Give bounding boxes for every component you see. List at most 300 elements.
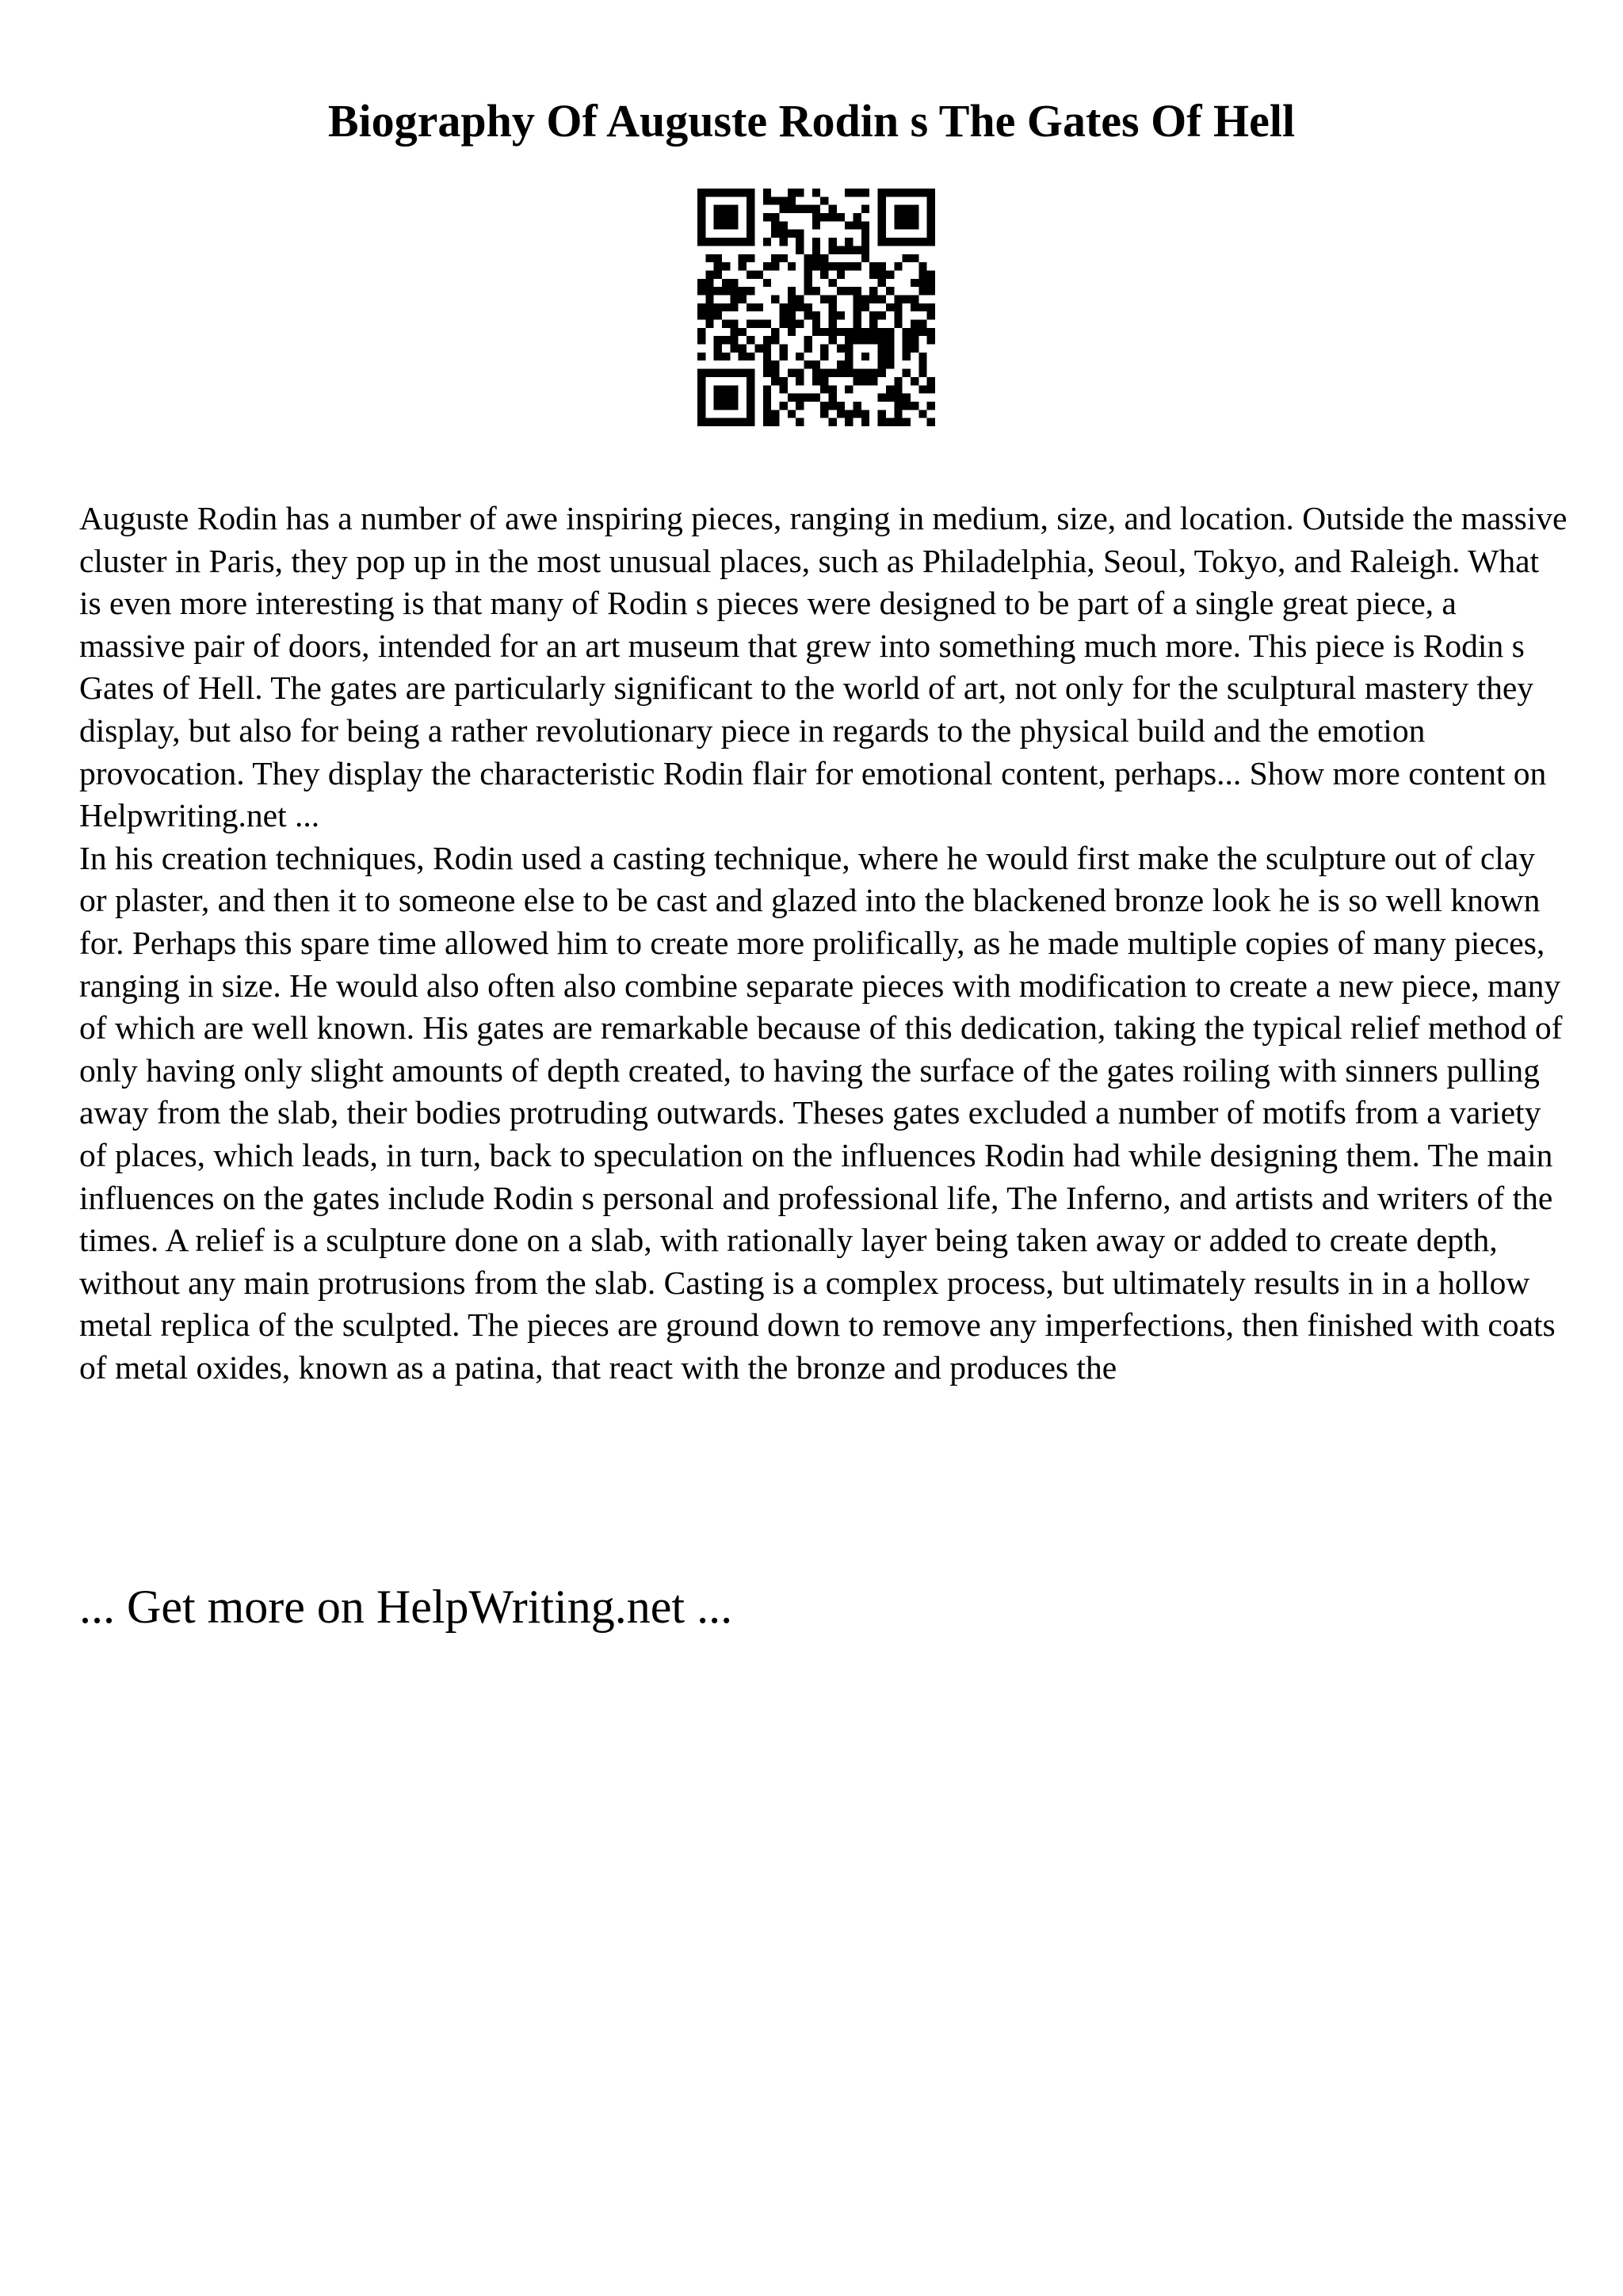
- qr-module: [861, 230, 869, 238]
- qr-module: [730, 369, 738, 377]
- qr-module: [869, 377, 877, 385]
- qr-module: [861, 377, 869, 385]
- qr-module: [796, 238, 804, 246]
- qr-module: [878, 410, 886, 418]
- qr-module: [722, 189, 730, 196]
- qr-module: [804, 345, 812, 353]
- qr-module: [878, 360, 886, 368]
- qr-module: [820, 295, 828, 303]
- qr-module: [878, 238, 886, 246]
- qr-module: [697, 394, 705, 402]
- qr-module: [878, 369, 886, 377]
- qr-module: [927, 196, 935, 204]
- qr-module: [739, 418, 747, 426]
- qr-module: [779, 205, 787, 213]
- qr-module: [796, 320, 804, 328]
- qr-module: [894, 377, 902, 385]
- qr-module: [886, 303, 894, 311]
- qr-module: [697, 353, 705, 360]
- qr-module: [886, 336, 894, 344]
- qr-module: [730, 336, 738, 344]
- qr-module: [697, 189, 705, 196]
- qr-module: [730, 402, 738, 410]
- qr-module: [820, 345, 828, 353]
- qr-module: [927, 238, 935, 246]
- qr-module: [854, 311, 861, 319]
- qr-module: [829, 213, 837, 221]
- qr-module: [837, 213, 845, 221]
- qr-module: [788, 328, 796, 336]
- qr-module: [812, 360, 820, 368]
- qr-module: [747, 353, 754, 360]
- qr-module: [714, 303, 722, 311]
- qr-module: [730, 385, 738, 393]
- qr-module: [705, 287, 713, 295]
- qr-module: [878, 262, 886, 270]
- qr-module: [903, 328, 911, 336]
- qr-module: [820, 328, 828, 336]
- qr-module: [854, 320, 861, 328]
- qr-module: [812, 189, 820, 196]
- qr-module: [903, 205, 911, 213]
- qr-module: [854, 303, 861, 311]
- qr-module: [820, 254, 828, 262]
- qr-module: [763, 196, 771, 204]
- qr-module: [837, 246, 845, 254]
- qr-module: [722, 369, 730, 377]
- qr-module: [779, 320, 787, 328]
- qr-module: [903, 221, 911, 229]
- qr-module: [722, 279, 730, 287]
- qr-module: [730, 221, 738, 229]
- qr-module: [878, 205, 886, 213]
- qr-module: [747, 377, 754, 385]
- qr-module: [779, 196, 787, 204]
- qr-module: [878, 230, 886, 238]
- qr-module: [804, 262, 812, 270]
- qr-module: [918, 262, 926, 270]
- qr-module: [829, 336, 837, 344]
- qr-module: [927, 287, 935, 295]
- qr-module: [771, 336, 779, 344]
- qr-module: [705, 418, 713, 426]
- qr-module: [854, 402, 861, 410]
- qr-module: [754, 270, 762, 278]
- qr-module: [722, 287, 730, 295]
- qr-module: [845, 246, 853, 254]
- qr-module: [796, 394, 804, 402]
- qr-module: [918, 353, 926, 360]
- qr-module: [854, 377, 861, 385]
- qr-module: [796, 303, 804, 311]
- qr-module: [829, 418, 837, 426]
- qr-module: [894, 385, 902, 393]
- qr-module: [747, 287, 754, 295]
- qr-module: [837, 270, 845, 278]
- qr-module: [714, 385, 722, 393]
- body-paragraph: Auguste Rodin has a number of awe inspiring pieces, ranging in medium, size, and location. Outside the massive cluster in Paris, they pop up in the most unusual places, such as Philadelphia, Seoul, Tokyo, and Raleigh. What is even more interesting is that many of Rodin s pieces were designed to be part of a single great piece, a massive pair of doors, intended for an art museum that grew into something much more. This piece is Rodin s Gates of Hell. The gates are particularly significant to the world of art, not only for the sculptural mastery they display, but also for being a rather revolutionary piece in regards to the physical build and the emotion provocation. They display the characteristic Rodin flair for emotional content, perhaps... Show more content on Helpwriting.net ...: [79, 500, 1568, 834]
- qr-module: [763, 262, 771, 270]
- qr-module: [911, 221, 918, 229]
- qr-module: [903, 353, 911, 360]
- qr-module: [845, 238, 853, 246]
- qr-module: [722, 418, 730, 426]
- qr-module: [705, 303, 713, 311]
- qr-module: [894, 303, 902, 311]
- qr-module: [829, 369, 837, 377]
- qr-module: [861, 295, 869, 303]
- qr-module: [894, 311, 902, 319]
- qr-module: [894, 402, 902, 410]
- qr-module: [705, 295, 713, 303]
- qr-module: [714, 254, 722, 262]
- qr-module: [911, 303, 918, 311]
- qr-module: [763, 385, 771, 393]
- qr-module: [747, 270, 754, 278]
- qr-module: [804, 279, 812, 287]
- qr-module: [796, 246, 804, 254]
- qr-module: [886, 353, 894, 360]
- qr-module: [845, 385, 853, 393]
- qr-module: [812, 213, 820, 221]
- qr-module: [886, 345, 894, 353]
- qr-module: [878, 418, 886, 426]
- qr-module: [763, 345, 771, 353]
- qr-module: [730, 205, 738, 213]
- qr-module: [788, 205, 796, 213]
- qr-module: [837, 262, 845, 270]
- qr-module: [730, 394, 738, 402]
- qr-module: [754, 345, 762, 353]
- qr-module: [747, 205, 754, 213]
- qr-module: [779, 230, 787, 238]
- qr-module: [903, 254, 911, 262]
- qr-module: [918, 287, 926, 295]
- qr-module: [754, 320, 762, 328]
- qr-module: [845, 287, 853, 295]
- qr-module: [747, 254, 754, 262]
- qr-module: [911, 345, 918, 353]
- qr-module: [911, 189, 918, 196]
- qr-module: [763, 336, 771, 344]
- qr-module: [878, 345, 886, 353]
- qr-module: [763, 213, 771, 221]
- qr-module: [779, 353, 787, 360]
- qr-module: [722, 205, 730, 213]
- qr-module: [829, 328, 837, 336]
- qr-module: [747, 410, 754, 418]
- qr-module: [845, 221, 853, 229]
- qr-module: [722, 213, 730, 221]
- qr-module: [837, 410, 845, 418]
- qr-module: [878, 295, 886, 303]
- qr-module: [918, 360, 926, 368]
- qr-module: [918, 279, 926, 287]
- qr-module: [722, 402, 730, 410]
- qr-module: [788, 369, 796, 377]
- qr-module: [697, 213, 705, 221]
- qr-module: [911, 336, 918, 344]
- qr-module: [911, 254, 918, 262]
- qr-module: [861, 254, 869, 262]
- qr-module: [747, 402, 754, 410]
- qr-module: [714, 287, 722, 295]
- qr-module: [861, 369, 869, 377]
- qr-module: [705, 238, 713, 246]
- qr-module: [788, 196, 796, 204]
- qr-module: [894, 205, 902, 213]
- qr-module: [903, 402, 911, 410]
- document-body: [79, 498, 1569, 1389]
- qr-module: [739, 238, 747, 246]
- qr-module: [861, 303, 869, 311]
- qr-module: [714, 345, 722, 353]
- qr-module: [927, 385, 935, 393]
- qr-module: [714, 205, 722, 213]
- qr-module: [714, 311, 722, 319]
- qr-module: [804, 336, 812, 344]
- qr-module: [796, 402, 804, 410]
- qr-module: [927, 336, 935, 344]
- qr-module: [747, 369, 754, 377]
- qr-module: [697, 410, 705, 418]
- qr-module: [854, 295, 861, 303]
- qr-module: [697, 311, 705, 319]
- qr-module: [869, 336, 877, 344]
- qr-module: [788, 262, 796, 270]
- qr-module: [705, 270, 713, 278]
- qr-module: [861, 221, 869, 229]
- qr-module: [779, 221, 787, 229]
- qr-module: [878, 311, 886, 319]
- qr-module: [771, 328, 779, 336]
- qr-module: [779, 303, 787, 311]
- qr-module: [697, 377, 705, 385]
- qr-module: [829, 320, 837, 328]
- qr-module: [911, 377, 918, 385]
- qr-module: [788, 287, 796, 295]
- qr-module: [886, 394, 894, 402]
- qr-module: [697, 328, 705, 336]
- qr-module: [788, 303, 796, 311]
- qr-module: [894, 320, 902, 328]
- qr-module: [911, 205, 918, 213]
- qr-module: [918, 303, 926, 311]
- qr-module: [829, 311, 837, 319]
- qr-module: [878, 353, 886, 360]
- qr-module: [730, 345, 738, 353]
- qr-module: [722, 353, 730, 360]
- qr-module: [739, 262, 747, 270]
- qr-module: [804, 360, 812, 368]
- qr-module: [763, 410, 771, 418]
- qr-module: [788, 295, 796, 303]
- qr-module: [812, 262, 820, 270]
- qr-module: [730, 418, 738, 426]
- qr-module: [771, 295, 779, 303]
- qr-module: [779, 402, 787, 410]
- qr-module: [730, 213, 738, 221]
- qr-module: [861, 328, 869, 336]
- qr-module: [747, 189, 754, 196]
- qr-module: [796, 230, 804, 238]
- qr-module: [845, 360, 853, 368]
- qr-module: [829, 262, 837, 270]
- qr-module: [869, 369, 877, 377]
- qr-module: [771, 360, 779, 368]
- qr-module: [739, 353, 747, 360]
- qr-module: [812, 221, 820, 229]
- qr-module: [878, 196, 886, 204]
- qr-module: [714, 369, 722, 377]
- qr-module: [763, 189, 771, 196]
- qr-module: [837, 360, 845, 368]
- qr-module: [911, 238, 918, 246]
- qr-module: [927, 303, 935, 311]
- qr-module: [763, 394, 771, 402]
- qr-module: [796, 205, 804, 213]
- qr-module: [812, 254, 820, 262]
- qr-module: [705, 189, 713, 196]
- qr-module: [903, 295, 911, 303]
- qr-module: [705, 254, 713, 262]
- qr-module: [894, 221, 902, 229]
- qr-module: [927, 402, 935, 410]
- qr-module: [771, 230, 779, 238]
- qr-module: [861, 205, 869, 213]
- qr-module: [747, 394, 754, 402]
- qr-module: [747, 303, 754, 311]
- qr-module: [747, 320, 754, 328]
- qr-module: [804, 303, 812, 311]
- qr-module: [714, 402, 722, 410]
- qr-module: [697, 205, 705, 213]
- qr-module: [796, 353, 804, 360]
- qr-module: [697, 385, 705, 393]
- qr-module: [918, 385, 926, 393]
- qr-module: [812, 377, 820, 385]
- get-more-link[interactable]: ... Get more on HelpWriting.net ...: [79, 1581, 733, 1633]
- qr-module: [886, 270, 894, 278]
- qr-module: [927, 377, 935, 385]
- qr-module: [927, 279, 935, 287]
- qr-module: [804, 254, 812, 262]
- qr-module: [854, 221, 861, 229]
- qr-module: [869, 311, 877, 319]
- qr-module: [820, 377, 828, 385]
- qr-module: [886, 385, 894, 393]
- qr-module: [804, 205, 812, 213]
- qr-module: [820, 410, 828, 418]
- qr-module: [903, 189, 911, 196]
- qr-module: [927, 230, 935, 238]
- qr-module: [869, 287, 877, 295]
- qr-module: [861, 410, 869, 418]
- qr-module: [771, 262, 779, 270]
- qr-module: [869, 320, 877, 328]
- qr-module: [854, 189, 861, 196]
- qr-module: [730, 328, 738, 336]
- qr-module: [927, 328, 935, 336]
- qr-module: [747, 385, 754, 393]
- qr-module: [763, 279, 771, 287]
- qr-module: [714, 189, 722, 196]
- qr-module: [927, 270, 935, 278]
- qr-module: [918, 238, 926, 246]
- qr-module: [779, 254, 787, 262]
- qr-module: [878, 336, 886, 344]
- qr-module: [878, 189, 886, 196]
- qr-module: [911, 402, 918, 410]
- qr-module: [788, 320, 796, 328]
- qr-module: [796, 418, 804, 426]
- qr-module: [697, 279, 705, 287]
- qr-code-icon[interactable]: [697, 189, 935, 426]
- qr-module: [730, 279, 738, 287]
- qr-module: [739, 369, 747, 377]
- qr-module: [894, 410, 902, 418]
- qr-module: [812, 320, 820, 328]
- qr-module: [878, 213, 886, 221]
- qr-module: [837, 311, 845, 319]
- qr-module: [911, 328, 918, 336]
- qr-module: [747, 238, 754, 246]
- qr-module: [829, 303, 837, 311]
- qr-module: [927, 418, 935, 426]
- qr-module: [722, 336, 730, 344]
- qr-module: [829, 295, 837, 303]
- qr-module: [886, 360, 894, 368]
- qr-module: [697, 402, 705, 410]
- qr-module: [697, 336, 705, 344]
- qr-module: [747, 213, 754, 221]
- qr-module: [812, 328, 820, 336]
- qr-module: [854, 262, 861, 270]
- qr-module: [886, 189, 894, 196]
- qr-module: [714, 213, 722, 221]
- qr-module: [739, 287, 747, 295]
- qr-module: [845, 345, 853, 353]
- qr-module: [730, 303, 738, 311]
- qr-module: [845, 418, 853, 426]
- qr-module: [771, 254, 779, 262]
- qr-module: [894, 262, 902, 270]
- qr-module: [771, 377, 779, 385]
- qr-module: [829, 385, 837, 393]
- qr-module: [812, 205, 820, 213]
- qr-module: [820, 402, 828, 410]
- qr-module: [812, 311, 820, 319]
- qr-module: [854, 287, 861, 295]
- qr-module: [869, 328, 877, 336]
- qr-module: [854, 336, 861, 344]
- qr-module: [796, 295, 804, 303]
- qr-module: [829, 394, 837, 402]
- qr-module: [747, 418, 754, 426]
- qr-module: [903, 238, 911, 246]
- qr-module: [911, 213, 918, 221]
- qr-module: [697, 196, 705, 204]
- qr-module: [722, 238, 730, 246]
- body-paragraph: In his creation techniques, Rodin used a casting technique, where he would first make the sculpture out of clay or plaster, and then it to someone else to be cast and glazed into the blackened bronze look he is so well known for. Perhaps this spare time allowed him to create more prolifically, as he made multiple copies of many pieces, ranging in size. He would also often also combine separate pieces with modification to create a new piece, many of which are well known. His gates are remarkable because of this dedication, taking the typical relief method of only having only slight amounts of depth created, to having the surface of the gates roiling with sinners pulling away from the slab, their bodies protruding outwards. Theses gates excluded a number of motifs from a variety of places, which leads, in turn, back to speculation on the influences Rodin had while designing them. The main influences on the gates include Rodin s personal and professional life, The Inferno, and artists and writers of the times. A relief is a sculpture done on a slab, with rationally layer being taken away or added to create depth, without any main protrusions from the slab. Casting is a complex process, but ultimately results in in a hollow metal replica of the sculpted. The pieces are ground down to remove any imperfections, then finished with coats of metal oxides, known as a patina, that react with the bronze and produces the: [79, 839, 1563, 1386]
- qr-module: [697, 303, 705, 311]
- qr-module: [837, 287, 845, 295]
- qr-module: [861, 336, 869, 344]
- qr-module: [837, 345, 845, 353]
- qr-module: [918, 328, 926, 336]
- qr-module: [804, 311, 812, 319]
- qr-module: [730, 238, 738, 246]
